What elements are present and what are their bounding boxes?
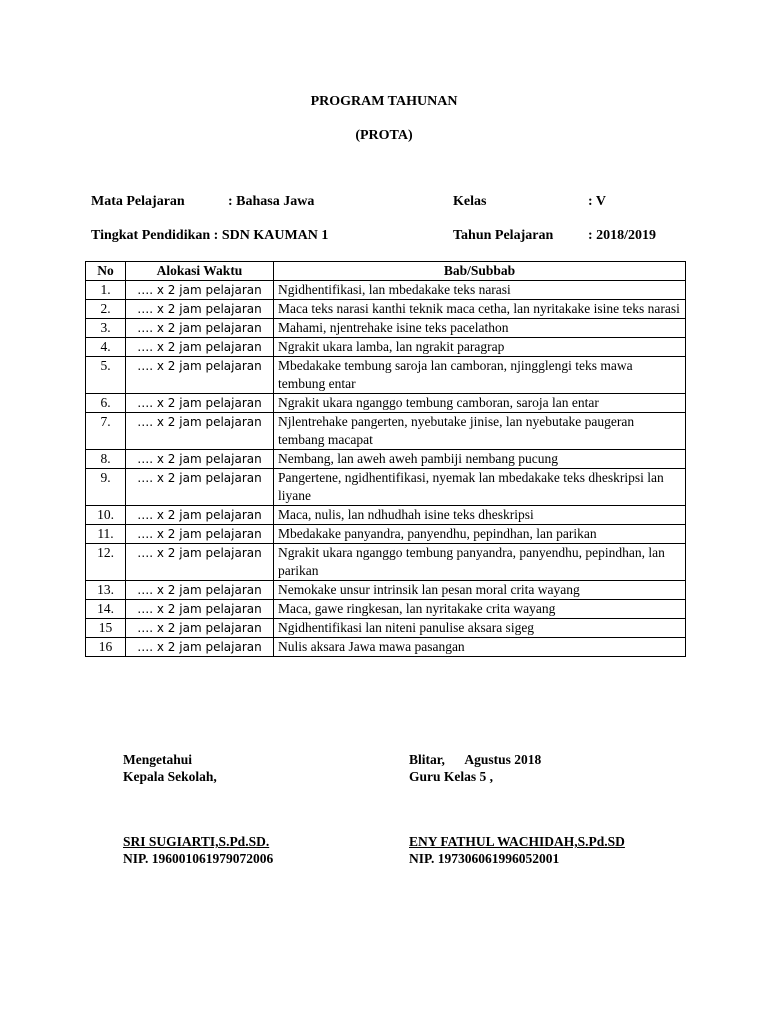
row-alokasi: …. x 2 jam pelajaran: [126, 638, 274, 657]
row-no: 14.: [86, 600, 126, 619]
row-bab: Ngrakit ukara nganggo tembung camboran, saroja lan entar: [274, 394, 686, 413]
sig-left-name: SRI SUGIARTI,S.Pd.SD.: [123, 834, 270, 849]
row-bab: Mbedakake tembung saroja lan camboran, njingglengi teks mawa tembung entar: [274, 357, 686, 394]
tahun-value: : 2018/2019: [588, 228, 657, 243]
row-no: 6.: [86, 394, 126, 413]
row-alokasi: …. x 2 jam pelajaran: [126, 338, 274, 357]
row-no: 1.: [86, 281, 126, 300]
row-alokasi: …. x 2 jam pelajaran: [126, 319, 274, 338]
row-bab: Mahami, njentrehake isine teks pacelathon: [274, 319, 686, 338]
row-bab: Ngrakit ukara lamba, lan ngrakit paragrap: [274, 338, 686, 357]
sig-left-line1: Mengetahui: [123, 752, 192, 767]
row-bab: Mbedakake panyandra, panyendhu, pepindhan, lan parikan: [274, 525, 686, 544]
row-no: 4.: [86, 338, 126, 357]
row-bab: Maca teks narasi kanthi teknik maca cetha, lan nyritakake isine teks narasi: [274, 300, 686, 319]
table-row: [86, 506, 686, 525]
kelas-value: : V: [588, 194, 607, 209]
row-no: 7.: [86, 413, 126, 450]
row-bab: Maca, nulis, lan ndhudhah isine teks dheskripsi: [274, 506, 686, 525]
row-alokasi: …. x 2 jam pelajaran: [126, 581, 274, 600]
table-row: [86, 525, 686, 544]
sig-right-name: ENY FATHUL WACHIDAH,S.Pd.SD: [409, 834, 625, 849]
sig-left-line2: Kepala Sekolah,: [123, 769, 217, 784]
row-alokasi: …. x 2 jam pelajaran: [126, 450, 274, 469]
table-row: [86, 338, 686, 357]
row-no: 3.: [86, 319, 126, 338]
row-alokasi: …. x 2 jam pelajaran: [126, 525, 274, 544]
header-no: No: [86, 262, 126, 281]
header-alokasi: Alokasi Waktu: [126, 262, 274, 281]
table-row: [86, 469, 686, 506]
kelas-label: Kelas: [453, 194, 487, 209]
row-bab: Njlentrehake pangerten, nyebutake jinise, lan nyebutake paugeran tembang macapat: [274, 413, 686, 450]
row-no: 11.: [86, 525, 126, 544]
table-row: [86, 394, 686, 413]
row-no: 5.: [86, 357, 126, 394]
table-row: [86, 619, 686, 638]
row-alokasi: …. x 2 jam pelajaran: [126, 394, 274, 413]
mapel-value: : Bahasa Jawa: [228, 194, 315, 209]
table-row: [86, 450, 686, 469]
table-row: [86, 357, 686, 394]
row-alokasi: …. x 2 jam pelajaran: [126, 357, 274, 394]
row-no: 2.: [86, 300, 126, 319]
header-bab: Bab/Subbab: [274, 262, 686, 281]
table-row: [86, 600, 686, 619]
row-alokasi: …. x 2 jam pelajaran: [126, 619, 274, 638]
tahun-label: Tahun Pelajaran: [453, 228, 554, 243]
row-no: 15: [86, 619, 126, 638]
document-subtitle: (PROTA): [355, 128, 413, 143]
row-no: 13.: [86, 581, 126, 600]
row-bab: Nembang, lan aweh aweh pambiji nembang pucung: [274, 450, 686, 469]
row-no: 12.: [86, 544, 126, 581]
sig-right-nip: NIP. 197306061996052001: [409, 851, 560, 866]
row-alokasi: …. x 2 jam pelajaran: [126, 281, 274, 300]
row-alokasi: …. x 2 jam pelajaran: [126, 600, 274, 619]
sig-left-nip: NIP. 196001061979072006: [123, 851, 274, 866]
prota-table: [85, 261, 686, 657]
row-bab: Nulis aksara Jawa mawa pasangan: [274, 638, 686, 657]
row-alokasi: …. x 2 jam pelajaran: [126, 413, 274, 450]
table-row: [86, 281, 686, 300]
table-row: [86, 413, 686, 450]
row-no: 16: [86, 638, 126, 657]
document-title: PROGRAM TAHUNAN: [310, 94, 458, 109]
sig-right-line1: Blitar, Agustus 2018: [409, 752, 542, 767]
row-alokasi: …. x 2 jam pelajaran: [126, 544, 274, 581]
table-row: [86, 319, 686, 338]
table-row: [86, 638, 686, 657]
table-row: [86, 300, 686, 319]
row-no: 10.: [86, 506, 126, 525]
table-header-row: [86, 262, 686, 281]
row-bab: Maca, gawe ringkesan, lan nyritakake crita wayang: [274, 600, 686, 619]
row-bab: Nemokake unsur intrinsik lan pesan moral crita wayang: [274, 581, 686, 600]
row-bab: Ngidhentifikasi lan niteni panulise aksara sigeg: [274, 619, 686, 638]
table-row: [86, 544, 686, 581]
row-alokasi: …. x 2 jam pelajaran: [126, 506, 274, 525]
table-row: [86, 581, 686, 600]
row-bab: Pangertene, ngidhentifikasi, nyemak lan mbedakake teks dheskripsi lan liyane: [274, 469, 686, 506]
row-alokasi: …. x 2 jam pelajaran: [126, 300, 274, 319]
row-bab: Ngidhentifikasi, lan mbedakake teks narasi: [274, 281, 686, 300]
mapel-label: Mata Pelajaran: [91, 194, 185, 209]
row-alokasi: …. x 2 jam pelajaran: [126, 469, 274, 506]
tingkat-pendidikan: Tingkat Pendidikan : SDN KAUMAN 1: [91, 228, 329, 243]
row-no: 9.: [86, 469, 126, 506]
sig-right-line2: Guru Kelas 5 ,: [409, 769, 494, 784]
row-no: 8.: [86, 450, 126, 469]
row-bab: Ngrakit ukara nganggo tembung panyandra, panyendhu, pepindhan, lan parikan: [274, 544, 686, 581]
